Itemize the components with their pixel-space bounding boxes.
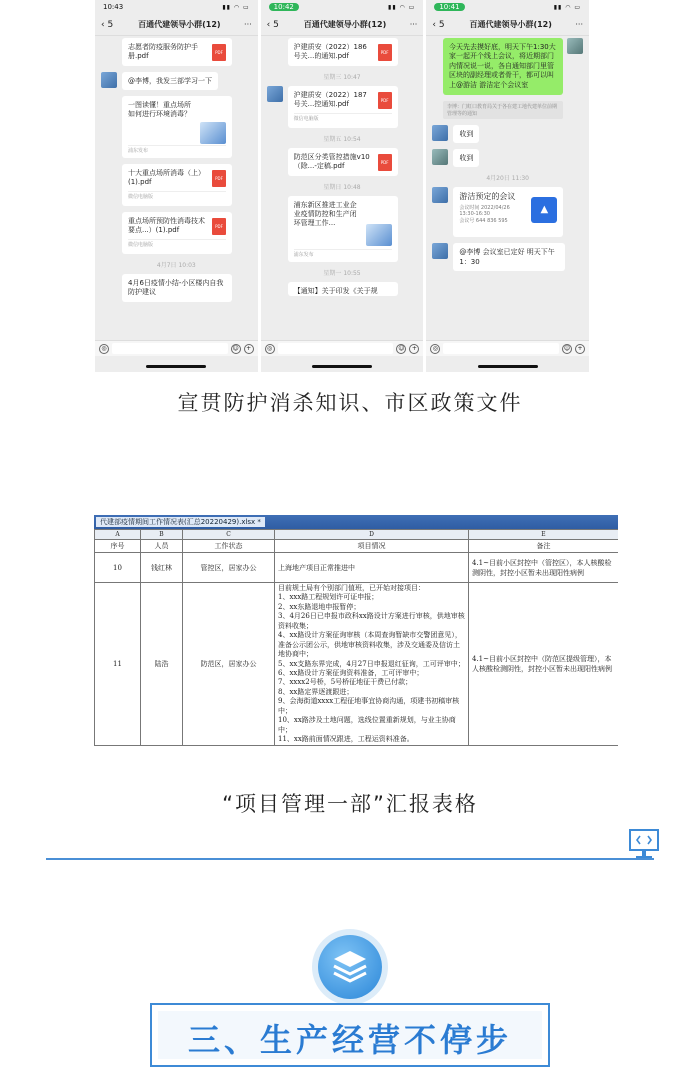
voice-icon[interactable]: ◎	[430, 344, 440, 354]
cell-project[interactable]: 上海地产项目正常推进中	[275, 553, 469, 583]
home-indicator	[146, 365, 206, 368]
list-item	[101, 72, 252, 90]
pdf-icon: PDF	[378, 154, 392, 171]
meeting-app-icon: ▲	[531, 197, 557, 223]
table-row	[95, 553, 619, 583]
avatar[interactable]	[432, 149, 448, 165]
file-card[interactable]: 沪建质安（2022）186号关...的通知.pdf PDF	[288, 38, 398, 66]
avatar[interactable]	[101, 72, 117, 88]
list-item	[432, 125, 583, 143]
header-cell[interactable]: 项目情况	[275, 540, 469, 553]
table-row	[95, 583, 619, 746]
timestamp: 星期三 10:47	[323, 74, 361, 82]
list-item	[432, 101, 563, 119]
header-cell[interactable]: 备注	[469, 540, 619, 553]
avatar[interactable]	[567, 38, 583, 54]
phone-screenshot-3	[426, 0, 589, 372]
article-thumbnail	[366, 224, 392, 246]
list-item	[432, 187, 583, 237]
file-card[interactable]: 志愿者防疫服务防护手册.pdf PDF	[122, 38, 232, 66]
more-icon[interactable]: ···	[409, 20, 418, 29]
cell-project[interactable]: 目前规土局有个别部门值班，已开始对接项目： 1、xxx路工程规划许可证申报； 2、xx东路退地申报暂停； 3、4月26日已申报市政科xx路设计方案进行审核，供地审核资料收集； 4、xx路设计方案征询审核（本周查询暂缺市交警团意见），准备公示团公示，供地审核资料收集，涉及交通委及信访土地协商中； 5、xx支路东界完成，4月27日申报退红征询，工可评审中； 6、xx路设计方案征询资料准备，工可评审中； 7、xxxx2号桥，5号桥征地征干费已付款； 8、xx路定界逐渡跟进； 9、会海街道xxxx工程征地事宜协商沟通，项建书初稿审核中； 10、xx路涉及土地问题，选线位置重新规划，与业主协商中； 11、xx路前面情况跟进，工程运资料准备。	[275, 583, 469, 746]
report-table	[94, 529, 618, 746]
list-item	[122, 38, 252, 66]
plus-icon[interactable]: +	[575, 344, 585, 354]
cell-remark[interactable]: 4.1~目前小区封控中（防范区提级管理），本人核酸检测阴性，封控小区暂未出现阳性病例	[469, 583, 619, 746]
pdf-icon: PDF	[212, 170, 226, 187]
column-letters	[95, 530, 619, 540]
section-title: 三、生产经营不停步	[187, 1021, 512, 1059]
avatar[interactable]	[267, 86, 283, 102]
list-item	[122, 274, 252, 302]
file-card[interactable]: 十大重点场所消毒（上）(1).pdf PDF 微信电脑版	[122, 164, 232, 206]
header-row	[95, 540, 619, 553]
meeting-card[interactable]: 游洁预定的会议 会议时间 2022/04/26 13:30-16:30 会议号 644 836 595 ▲	[453, 187, 563, 237]
chat-input-bar	[261, 340, 424, 356]
plus-icon[interactable]: +	[409, 344, 419, 354]
message-list	[261, 36, 424, 342]
cell-no[interactable]: 10	[95, 553, 141, 583]
column-letter[interactable]: C	[183, 530, 275, 540]
text-message: 收到	[453, 125, 479, 143]
back-arrow-icon[interactable]: ‹ 5	[101, 19, 114, 30]
more-icon[interactable]: ···	[244, 20, 252, 29]
timestamp: 星期一 10:55	[323, 270, 361, 278]
text-message: @李博 会议室已定好 明天下午1：30	[453, 243, 565, 271]
message-list	[95, 36, 258, 342]
cell-person[interactable]: 钱红林	[141, 553, 183, 583]
voice-icon[interactable]: ◎	[99, 344, 109, 354]
message-list	[426, 36, 589, 342]
column-letter[interactable]: E	[469, 530, 619, 540]
chat-input-bar	[95, 340, 258, 356]
phone-screenshot-2	[261, 0, 424, 372]
pdf-icon: PDF	[378, 44, 392, 61]
chat-title: 百通代建领导小群(12)	[469, 20, 552, 29]
timestamp: 4月20日 11:30	[486, 175, 529, 183]
cell-status[interactable]: 防范区，居家办公	[183, 583, 275, 746]
list-item	[432, 38, 583, 95]
emoji-icon[interactable]: ☺	[232, 344, 239, 352]
pdf-icon: PDF	[212, 44, 226, 61]
text-message: @李博，我发三部学习一下	[122, 72, 218, 90]
status-time: 10:41	[434, 3, 464, 11]
status-bar	[261, 0, 424, 14]
phone-screenshot-1	[95, 0, 258, 372]
home-indicator	[312, 365, 372, 368]
status-bar	[95, 0, 258, 14]
chat-title: 百通代建领导小群(12)	[138, 20, 221, 29]
file-tab[interactable]: 代建部疫情期间工作情况表(汇总20220429).xlsx *	[96, 517, 265, 527]
cell-remark[interactable]: 4.1~目前小区封控中（管控区），本人核酸检测阴性，封控小区暂未出现阳性病例	[469, 553, 619, 583]
timestamp: 星期五 10:54	[323, 135, 361, 143]
message-input[interactable]	[443, 343, 559, 354]
header-cell[interactable]: 人员	[141, 540, 183, 553]
list-item	[288, 196, 418, 262]
pdf-icon: PDF	[378, 92, 392, 109]
timestamp: 星期日 10:48	[323, 184, 361, 192]
list-item	[288, 148, 418, 176]
list-item	[122, 164, 252, 206]
voice-icon[interactable]: ◎	[265, 344, 275, 354]
file-card[interactable]: 4月6日疫情小结-小区楼内自我防护建议	[122, 274, 232, 302]
avatar[interactable]	[432, 125, 448, 141]
caption-table: “项目管理一部”汇报表格	[222, 792, 478, 816]
plus-icon[interactable]: +	[244, 344, 254, 354]
list-item	[288, 282, 418, 296]
chat-navbar	[426, 14, 589, 36]
spreadsheet-screenshot	[94, 515, 618, 775]
cell-person[interactable]: 陆浩	[141, 583, 183, 746]
status-time: 10:43	[103, 3, 124, 11]
column-letter[interactable]: D	[275, 530, 469, 540]
monitor-icon	[627, 826, 661, 860]
chat-navbar	[261, 14, 424, 36]
list-item	[288, 38, 418, 66]
message-input[interactable]	[112, 343, 228, 354]
list-item	[122, 96, 252, 158]
signal-icon: ▮▮ ◠ ▭	[388, 3, 416, 11]
back-arrow-icon[interactable]: ‹ 5	[432, 19, 445, 30]
header-cell[interactable]: 序号	[95, 540, 141, 553]
status-time: 10:42	[269, 3, 299, 11]
list-item	[267, 86, 418, 128]
quoted-message: 李博：门虹口教育局关于各在建工地代建单位前期管理等的通知	[443, 101, 563, 119]
cell-no[interactable]: 11	[95, 583, 141, 746]
back-arrow-icon[interactable]: ‹ 5	[266, 19, 279, 30]
list-item	[432, 149, 583, 167]
cell-status[interactable]: 管控区，居家办公	[183, 553, 275, 583]
list-item	[122, 212, 252, 254]
home-indicator	[478, 365, 538, 368]
article-thumbnail	[200, 122, 226, 144]
avatar[interactable]	[432, 187, 448, 203]
self-message: 今天先去摸好底，明天下午1:30大家一起开个线上会议，将近期部门内情况说一说，各自通知部门里管区块的副经理或者骨干，都可以叫上@游洁 游洁定个会议室	[443, 38, 563, 95]
article-card[interactable]: 浦东新区推进工业企业疫情防控和生产闭环管理工作... 浦东发布	[288, 196, 398, 262]
section-header	[150, 1003, 550, 1067]
header-cell[interactable]: 工作状态	[183, 540, 275, 553]
text-message: 收到	[453, 149, 479, 167]
chat-title: 百通代建领导小群(12)	[303, 20, 387, 29]
chat-navbar	[95, 14, 258, 36]
list-item	[432, 243, 583, 271]
file-card[interactable]: 防范区分类管控措施v10（除...-定稿.pdf PDF	[288, 148, 398, 176]
signal-icon: ▮▮ ◠ ▭	[222, 3, 250, 11]
timestamp: 4月7日 10:03	[156, 261, 196, 269]
message-input[interactable]	[278, 343, 394, 354]
signal-icon: ▮▮ ◠ ▭	[553, 3, 582, 11]
file-card[interactable]: 沪建质安（2022）187号关...控通知.pdf PDF 微信电脑版	[288, 86, 398, 128]
avatar[interactable]	[432, 243, 448, 259]
file-tab-bar	[94, 515, 618, 529]
file-card[interactable]: 【通知】关于印发《关于规	[288, 282, 398, 296]
file-card[interactable]: 重点场所预防性消毒技术要点...）(1).pdf PDF 微信电脑版	[122, 212, 232, 254]
column-letter[interactable]: B	[141, 530, 183, 540]
status-bar	[426, 0, 589, 14]
chat-input-bar	[426, 340, 589, 356]
column-letter[interactable]: A	[95, 530, 141, 540]
more-icon[interactable]: ···	[575, 20, 584, 29]
article-card[interactable]: 一图读懂！重点场所如何进行环境消毒？ 浦东发布	[122, 96, 232, 158]
emoji-icon[interactable]: ☺	[563, 344, 571, 352]
caption-chat: 宣贯防护消杀知识、市区政策文件	[177, 391, 523, 415]
emoji-icon[interactable]: ☺	[398, 344, 405, 352]
stack-layers-icon	[318, 935, 382, 999]
chat-screenshots	[95, 0, 589, 372]
pdf-icon: PDF	[212, 218, 226, 235]
divider-line	[46, 858, 654, 860]
